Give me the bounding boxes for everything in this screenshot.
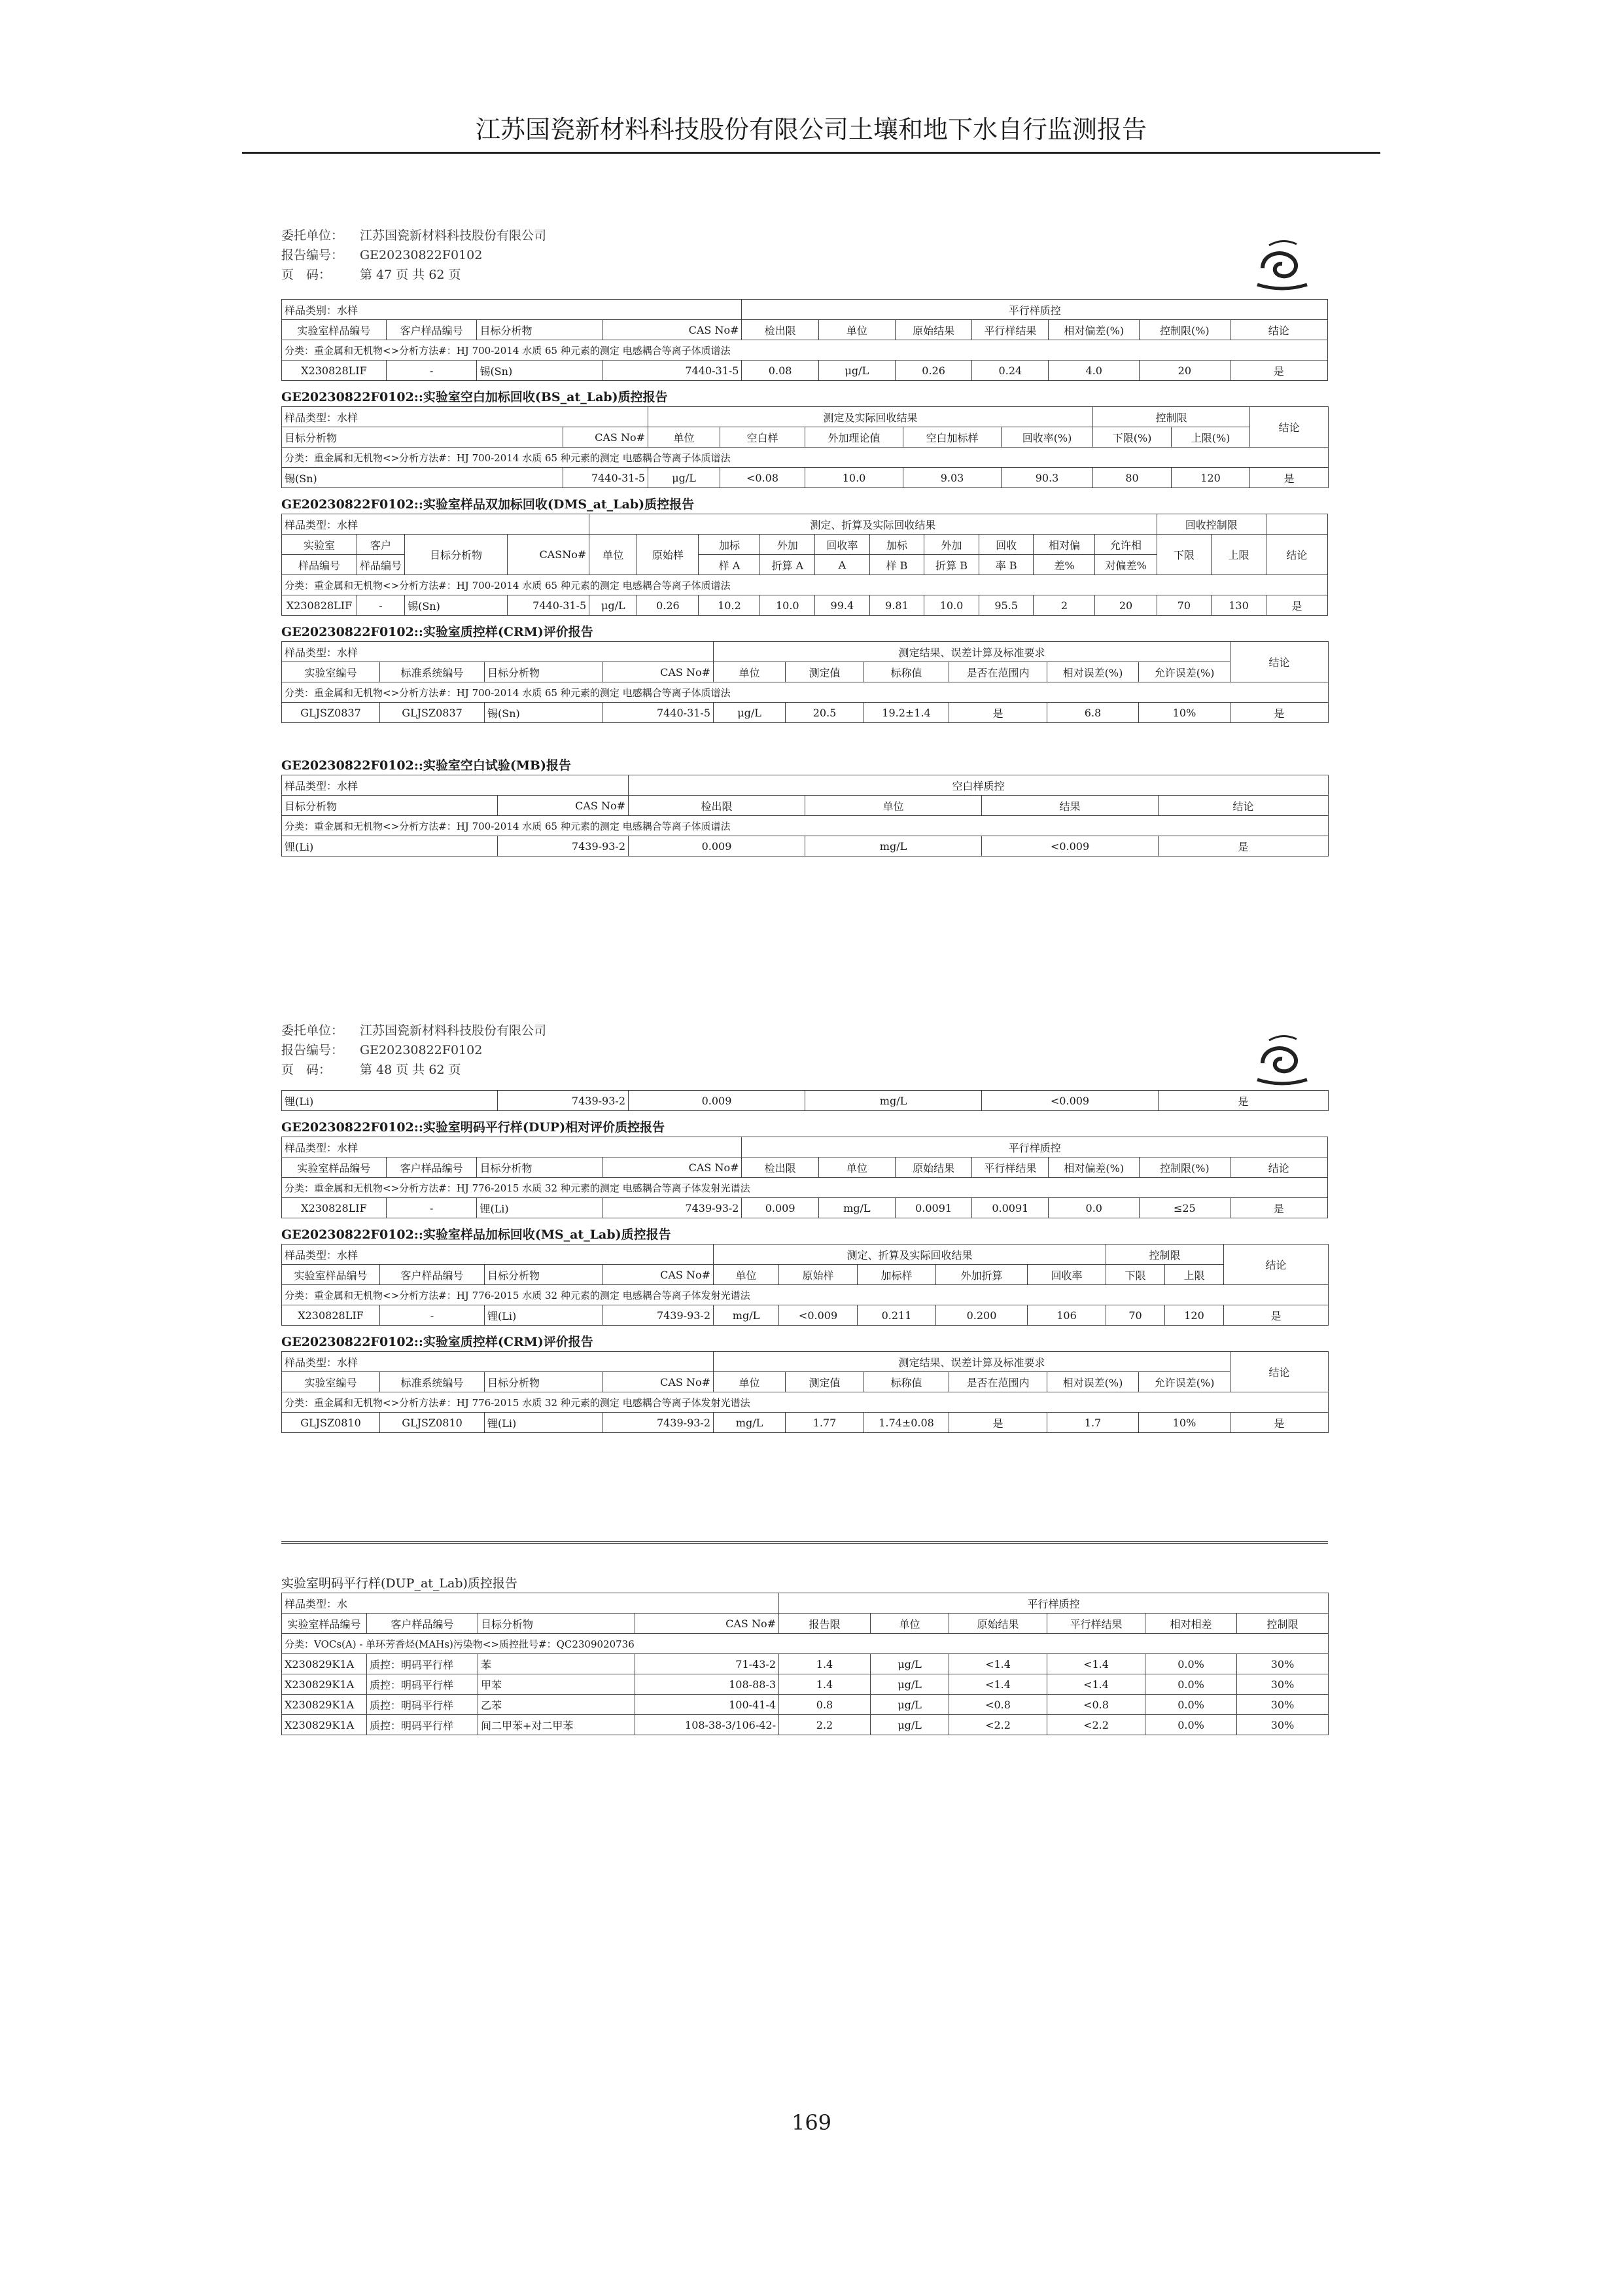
page-header xyxy=(242,111,1380,154)
table-header-row: 实验室样品编号 客户样品编号 目标分析物 CAS No# 单位 原始样 加标样 外加折算 回收率 下限 上限 xyxy=(282,1265,1329,1285)
company-logo xyxy=(1249,1027,1315,1093)
table-header-row: 实验室编号 标准系统编号 目标分析物 CAS No# 单位 测定值 标称值 是否在范围内 相对误差(%) 允许误差(%) xyxy=(282,662,1329,682)
table-header-row: 实验室样品编号 客户样品编号 目标分析物 CAS No# 报告限 单位 原始结果 平行样结果 相对相差 控制限 xyxy=(282,1614,1329,1634)
table-row: 锂(Li) 7439-93-2 0.009 mg/L <0.009 是 xyxy=(282,1091,1329,1111)
dms-table: 样品类型：水样 测定、折算及实际回收结果 回收控制限 实验室 客户 目标分析物 CASNo# 单位 原始样 加标 外加 回收率 加标 外加 回收 相对偏 允许相 下限 上限 结论 样品编号 样品编号 样 A 折算 A A 样 B 折算 B 率 B 差% 对偏差% 分类：重金属和无机物<>分析方法#：HJ 700-2014 水质 65 种元素的测定 电感耦合等离子体质谱法 X230828LIF - 锡(Sn) 7440-31-5 μg/L 0.26 10.2 10.0 99.4 9.81 10.0 95.5 2 20 70 130 是 xyxy=(281,514,1328,616)
table-row: X230829K1A 质控：明码平行样 乙苯 100-41-4 0.8 μg/L <0.8 <0.8 0.0% 30% xyxy=(282,1695,1329,1715)
table-row: GLJSZ0837 GLJSZ0837 锡(Sn) 7440-31-5 μg/L 20.5 19.2±1.4 是 6.8 10% 是 xyxy=(282,703,1329,723)
table-header-row: 目标分析物 CAS No# 检出限 单位 结果 结论 xyxy=(282,796,1329,816)
report-sheet-1 xyxy=(281,226,1328,857)
table-row: X230828LIF - 锡(Sn) 7440-31-5 0.08 μg/L 0.26 0.24 4.0 20 是 xyxy=(282,361,1328,381)
report-number: GE20230822F0102 xyxy=(360,248,483,262)
header-title: 江苏国瓷新材料科技股份有限公司土壤和地下水自行监测报告 xyxy=(475,115,1147,144)
table-row: 锡(Sn) 7440-31-5 μg/L <0.08 10.0 9.03 90.3 80 120 是 xyxy=(282,468,1329,488)
bs-title: GE20230822F0102::实验室空白加标回收(BS_at_Lab)质控报告 xyxy=(281,390,668,404)
table-row: X230828LIF - 锡(Sn) 7440-31-5 μg/L 0.26 10.2 10.0 99.4 9.81 10.0 95.5 2 20 70 130 是 xyxy=(282,595,1328,616)
sheet-meta: 委托单位： 江苏国瓷新材料科技股份有限公司 报告编号： GE20230822F0102 页 码： 第 47 页 共 62 页 xyxy=(281,228,547,282)
table-header-row: 实验室样品编号 客户样品编号 目标分析物 CAS No# 检出限 单位 原始结果 平行样结果 相对偏差(%) 控制限(%) 结论 xyxy=(282,320,1328,340)
company-logo xyxy=(1249,232,1315,298)
table-row: 锂(Li) 7439-93-2 0.009 mg/L <0.009 是 xyxy=(282,836,1329,857)
page-of: 第 48 页 共 62 页 xyxy=(360,1063,461,1077)
report-sheet-3 xyxy=(281,1567,1328,1735)
table-row: X230828LIF - 锂(Li) 7439-93-2 mg/L <0.009 0.211 0.200 106 70 120 是 xyxy=(282,1305,1329,1326)
table-header-row: 目标分析物 CAS No# 单位 空白样 外加理论值 空白加标样 回收率(%) 下限(%) 上限(%) xyxy=(282,427,1329,448)
dup-li-table: 样品类型：水样 平行样质控 实验室样品编号 客户样品编号 目标分析物 CAS No# 检出限 单位 原始结果 平行样结果 相对偏差(%) 控制限(%) 结论 分类：重金属和无机物<>分析方法#：HJ 776-2015 水质 32 种元素的测定 电感耦合等离子体发射光谱法 X230828LIF - 锂(Li) 7439-93-2 0.009 mg/L 0.0091 0.0091 0.0 ≤25 是 xyxy=(281,1137,1328,1218)
table-row: X230829K1A 质控：明码平行样 甲苯 108-88-3 1.4 μg/L <1.4 <1.4 0.0% 30% xyxy=(282,1674,1329,1695)
client-name: 江苏国瓷新材料科技股份有限公司 xyxy=(360,228,547,243)
table-row: X230829K1A 质控：明码平行样 间二甲苯+对二甲苯 108-38-3/106-42- 2.2 μg/L <2.2 <2.2 0.0% 30% xyxy=(282,1715,1329,1735)
table-header-row: 实验室样品编号 客户样品编号 目标分析物 CAS No# 检出限 单位 原始结果 平行样结果 相对偏差(%) 控制限(%) 结论 xyxy=(282,1157,1328,1178)
report-number: GE20230822F0102 xyxy=(360,1043,483,1057)
page-of: 第 47 页 共 62 页 xyxy=(360,268,461,282)
crm-sn-title: GE20230822F0102::实验室质控样(CRM)评价报告 xyxy=(281,625,593,639)
ms-title: GE20230822F0102::实验室样品加标回收(MS_at_Lab)质控报告 xyxy=(281,1227,671,1242)
voc-dup-table: 样品类型：水 平行样质控 实验室样品编号 客户样品编号 目标分析物 CAS No# 报告限 单位 原始结果 平行样结果 相对相差 控制限 分类：VOCs(A) - 单环芳香烃(MAHs)污染物<>质控批号#：QC2309020736 X230829K1A 质控：明码平行样 苯 71-43-2 1.4 μg/L <1.4 <1.4 0.0% 30% X230829K1A 质控：明码平行样 甲苯 108-88-3 1.4 μg/L <1.4 <1.4 0.0% 30% X230829K1A 质控：明码平行样 乙苯 100-41-4 0.8 μg/L <0.8 <0.8 0.0% 30% X230829K1A 质控：明码平行样 间二甲苯+对二甲苯 108-38-3/106-42- 2.2 μg/L <2.2 <2.2 0.0% 30% xyxy=(281,1593,1329,1735)
table-header-row: 样品编号 样品编号 样 A 折算 A A 样 B 折算 B 率 B 差% 对偏差% xyxy=(282,555,1328,575)
dms-title: GE20230822F0102::实验室样品双加标回收(DMS_at_Lab)质控报告 xyxy=(281,497,695,512)
ms-table: 样品类型：水样 测定、折算及实际回收结果 控制限 结论 实验室样品编号 客户样品编号 目标分析物 CAS No# 单位 原始样 加标样 外加折算 回收率 下限 上限 分类：重金属和无机物<>分析方法#：HJ 776-2015 水质 32 种元素的测定 电感耦合等离子体发射光谱法 X230828LIF - 锂(Li) 7439-93-2 mg/L <0.009 0.211 0.200 106 70 120 是 xyxy=(281,1244,1329,1326)
page-number: 169 xyxy=(791,2110,832,2135)
table-header-row: 实验室编号 标准系统编号 目标分析物 CAS No# 单位 测定值 标称值 是否在范围内 相对误差(%) 允许误差(%) xyxy=(282,1372,1329,1392)
dup-li-title: GE20230822F0102::实验室明码平行样(DUP)相对评价质控报告 xyxy=(281,1120,665,1135)
crm-li-table: 样品类型：水样 测定结果、误差计算及标准要求 结论 实验室编号 标准系统编号 目标分析物 CAS No# 单位 测定值 标称值 是否在范围内 相对误差(%) 允许误差(%) 分类：重金属和无机物<>分析方法#：HJ 776-2015 水质 32 种元素的测定 电感耦合等离子体发射光谱法 GLJSZ0810 GLJSZ0810 锂(Li) 7439-93-2 mg/L 1.77 1.74±0.08 是 1.7 10% 是 xyxy=(281,1351,1329,1433)
mb-title: GE20230822F0102::实验室空白试验(MB)报告 xyxy=(281,758,571,773)
dup-sn-table: 样品类别：水样 平行样质控 实验室样品编号 客户样品编号 目标分析物 CAS No# 检出限 单位 原始结果 平行样结果 相对偏差(%) 控制限(%) 结论 分类：重金属和无机物<>分析方法#：HJ 700-2014 水质 65 种元素的测定 电感耦合等离子体质谱法 X230828LIF - 锡(Sn) 7440-31-5 0.08 μg/L 0.26 0.24 4.0 20 是 xyxy=(281,299,1328,381)
table-row: GLJSZ0810 GLJSZ0810 锂(Li) 7439-93-2 mg/L 1.77 1.74±0.08 是 1.7 10% 是 xyxy=(282,1413,1329,1433)
section-divider xyxy=(281,1541,1328,1544)
table-row: X230828LIF - 锂(Li) 7439-93-2 0.009 mg/L 0.0091 0.0091 0.0 ≤25 是 xyxy=(282,1198,1328,1218)
mb-carry-table xyxy=(281,1090,1329,1111)
table-header-row: 实验室 客户 目标分析物 CASNo# 单位 原始样 加标 外加 回收率 加标 外加 回收 相对偏 允许相 下限 上限 结论 xyxy=(282,535,1328,555)
table-row: X230829K1A 质控：明码平行样 苯 71-43-2 1.4 μg/L <1.4 <1.4 0.0% 30% xyxy=(282,1654,1329,1674)
report-sheet-2 xyxy=(281,1021,1328,1433)
mb-table: 样品类型：水样 空白样质控 目标分析物 CAS No# 检出限 单位 结果 结论 分类：重金属和无机物<>分析方法#：HJ 700-2014 水质 65 种元素的测定 电感耦合等离子体质谱法 锂(Li) 7439-93-2 0.009 mg/L <0.009 是 xyxy=(281,775,1329,857)
crm-li-title: GE20230822F0102::实验室质控样(CRM)评价报告 xyxy=(281,1335,593,1349)
voc-dup-title: 实验室明码平行样(DUP_at_Lab)质控报告 xyxy=(281,1576,517,1591)
bs-table: 样品类型：水样 测定及实际回收结果 控制限 结论 目标分析物 CAS No# 单位 空白样 外加理论值 空白加标样 回收率(%) 下限(%) 上限(%) 分类：重金属和无机物<>分析方法#：HJ 700-2014 水质 65 种元素的测定 电感耦合等离子体质谱法 锡(Sn) 7440-31-5 μg/L <0.08 10.0 9.03 90.3 80 120 是 xyxy=(281,406,1329,488)
client-name: 江苏国瓷新材料科技股份有限公司 xyxy=(360,1023,547,1038)
crm-sn-table: 样品类型：水样 测定结果、误差计算及标准要求 结论 实验室编号 标准系统编号 目标分析物 CAS No# 单位 测定值 标称值 是否在范围内 相对误差(%) 允许误差(%) 分类：重金属和无机物<>分析方法#：HJ 700-2014 水质 65 种元素的测定 电感耦合等离子体质谱法 GLJSZ0837 GLJSZ0837 锡(Sn) 7440-31-5 μg/L 20.5 19.2±1.4 是 6.8 10% 是 xyxy=(281,641,1329,723)
sheet-meta: 委托单位： 江苏国瓷新材料科技股份有限公司 报告编号： GE20230822F0102 页 码： 第 48 页 共 62 页 xyxy=(281,1023,547,1077)
